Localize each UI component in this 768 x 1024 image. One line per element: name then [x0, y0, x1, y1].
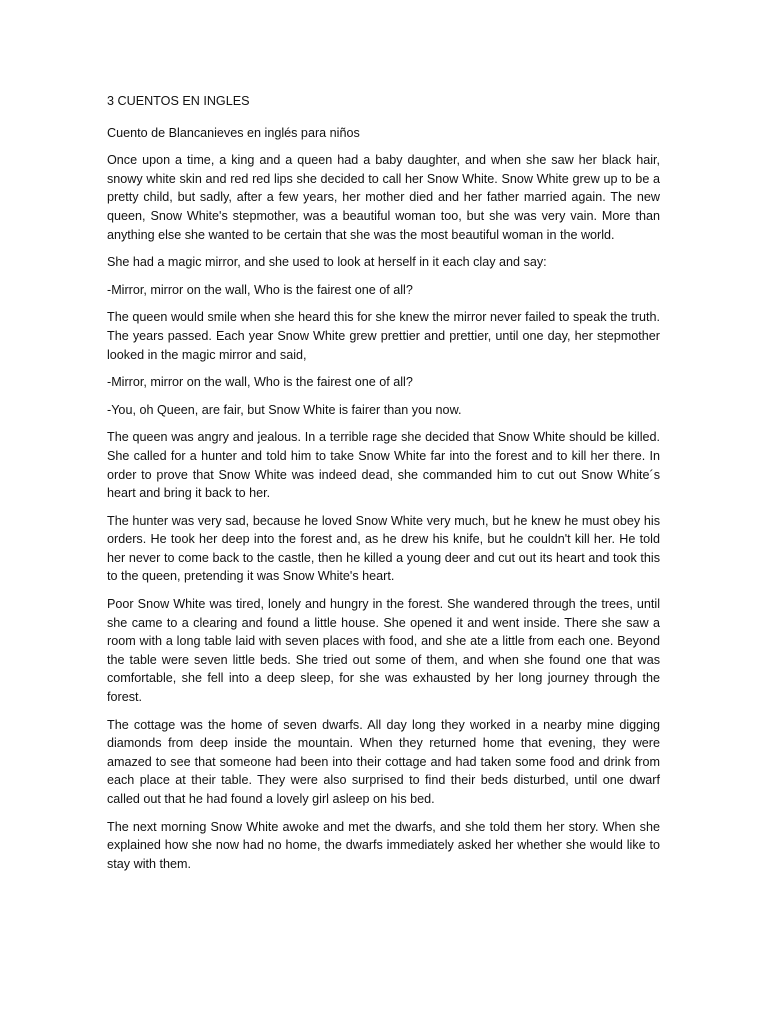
paragraph: Poor Snow White was tired, lonely and hungry in the forest. She wandered through the trees, until she came to a clearing and found a little house. She opened it and went inside. There she saw a room with a long table laid with seven places with food, and she ate a little from each one. Beyond the table were seven little beds. She tried out some of them, and when she found one that was comfortable, she fell into a deep sleep, for she was exhausted by her long journey through the forest. [107, 597, 660, 705]
paragraph: The queen would smile when she heard this for she knew the mirror never failed to speak the truth. The years passed. Each year Snow White grew prettier and prettier, until one day, her stepmother looked in the magic mirror and said, [107, 310, 660, 362]
document-page [107, 92, 660, 882]
paragraph: The queen was angry and jealous. In a terrible rage she decided that Snow White should be killed. She called for a hunter and told him to take Snow White far into the forest and to kill her there. In order to prove that Snow White was indeed dead, she commanded him to cut out Snow White´s heart and bring it back to her. [107, 430, 660, 501]
paragraph: The next morning Snow White awoke and met the dwarfs, and she told them her story. When she explained how she now had no home, the dwarfs immediately asked her whether she would like to stay with them. [107, 819, 660, 871]
dialogue-line: -Mirror, mirror on the wall, Who is the fairest one of all? [107, 282, 413, 297]
document-heading: 3 CUENTOS EN INGLES [107, 94, 250, 108]
dialogue-line: -You, oh Queen, are fair, but Snow White is fairer than you now. [107, 402, 462, 417]
paragraph: The cottage was the home of seven dwarfs. All day long they worked in a nearby mine digging diamonds from deep inside the mountain. When they returned home that evening, they were amazed to see that someone had been into their cottage and had taken some food and drink from each place at their table. They were also surprised to find their beds disturbed, until one dwarf called out that he had found a lovely girl asleep on his bed. [107, 717, 660, 806]
paragraph: The hunter was very sad, because he loved Snow White very much, but he knew he must obey his orders. He took her deep into the forest and, as he drew his knife, but he couldn't kill her. He told her never to come back to the castle, then he killed a young deer and cut out its heart and took this to the queen, pretending it was Snow White's heart. [107, 513, 660, 584]
paragraph: She had a magic mirror, and she used to look at herself in it each clay and say: [107, 255, 547, 270]
story-title: Cuento de Blancanieves en inglés para niños [107, 125, 360, 140]
paragraph: Once upon a time, a king and a queen had a baby daughter, and when she saw her black hair, snowy white skin and red red lips she decided to call her Snow White. Snow White grew up to be a pretty child, but sadly, after a few years, her mother died and her father married again. The new queen, Snow White's stepmother, was a beautiful woman too, but she was very vain. More than anything else she wanted to be certain that she was the most beautiful woman in the world. [107, 153, 660, 242]
dialogue-line: -Mirror, mirror on the wall, Who is the fairest one of all? [107, 375, 413, 390]
